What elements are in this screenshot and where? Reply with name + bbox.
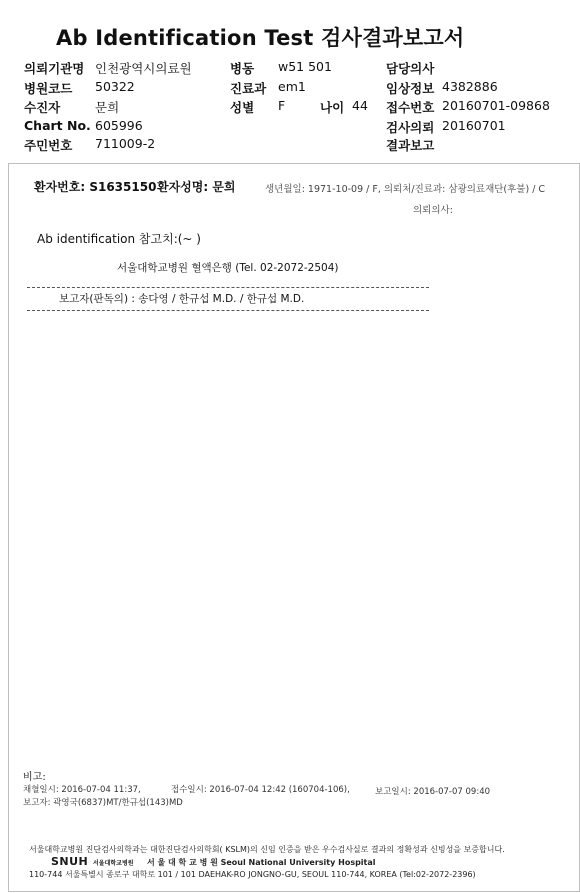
reporter-line: 보고자(판독의) : 송다영 / 한규섭 M.D. / 한규섭 M.D. <box>59 293 305 305</box>
label-test-request: 검사의뢰 <box>386 120 435 135</box>
value-sex: F <box>278 98 286 113</box>
value-institution: 인천광역시의료원 <box>95 61 192 76</box>
value-resident-no: 711009-2 <box>95 136 156 151</box>
received-time: 접수일시: 2016-07-04 12:42 (160704-106), <box>171 785 350 795</box>
hospital-address: 110-744 서울특별시 종로구 대학로 101 / 101 DAEHAK-RO JONGNO-GU, SEOUL 110-744, KOREA (Tel:02-2072-2396) <box>29 870 476 879</box>
divider-top <box>27 287 429 288</box>
value-test-request: 20160701 <box>442 118 506 133</box>
requesting-doctor: 의뢰의사: <box>413 205 453 216</box>
label-receipt-no: 접수번호 <box>386 100 435 115</box>
collected-time: 채혈일시: 2016-07-04 11:37, <box>23 785 141 795</box>
remark-label: 비고: <box>23 772 46 783</box>
label-age: 나이 <box>320 100 345 115</box>
reference-label: Ab identification 참고치:(~ ) <box>37 232 201 246</box>
value-receipt-no: 20160701-09868 <box>442 98 550 113</box>
value-clinical-info: 4382886 <box>442 79 498 94</box>
label-result-report: 결과보고 <box>386 138 435 153</box>
label-chart-no: Chart No. <box>24 118 91 133</box>
value-hospital-code: 50322 <box>95 79 135 94</box>
label-clinical-info: 임상정보 <box>386 81 435 96</box>
hospital-name: 서 울 대 학 교 병 원 Seoul National University Hospital <box>147 858 376 867</box>
label-ward: 병동 <box>230 61 255 76</box>
value-age: 44 <box>352 98 368 113</box>
label-hospital-code: 병원코드 <box>24 81 73 96</box>
value-chart-no: 605996 <box>95 118 143 133</box>
reporter-codes: 보고자: 곽영국(6837)MT/한규섭(143)MD <box>23 798 183 808</box>
label-resident-no: 주민번호 <box>24 138 73 153</box>
value-ward: w51 501 <box>278 59 332 74</box>
label-institution: 의뢰기관명 <box>24 61 85 76</box>
value-department: em1 <box>278 79 306 94</box>
reported-time: 보고일시: 2016-07-07 09:40 <box>375 787 491 797</box>
snuh-logo-small: 서울대학교병원 <box>93 860 134 867</box>
label-sex: 성별 <box>230 100 255 115</box>
patient-number: 환자번호: S1635150 <box>34 180 157 194</box>
bloodbank-line: 서울대학교병원 혈액은행 (Tel. 02-2072-2504) <box>117 262 339 274</box>
report-frame <box>8 163 580 892</box>
label-doctor: 담당의사 <box>386 61 435 76</box>
certification-text: 서울대학교병원 진단검사의학과는 대한진단검사의학회( KSLM)의 신임 인증을 받은 우수검사실로 결과의 정확성과 신빙성을 보증합니다. <box>29 845 505 854</box>
report-title: Ab Identification Test 검사결과보고서 <box>56 26 465 50</box>
value-patient: 문희 <box>95 100 120 115</box>
divider-bottom <box>27 310 429 311</box>
patient-name: 환자성명: 문희 <box>157 180 236 194</box>
snuh-logo: SNUH <box>51 855 89 868</box>
label-patient: 수진자 <box>24 100 61 115</box>
label-department: 진료과 <box>230 81 267 96</box>
patient-detail: 생년월일: 1971-10-09 / F, 의뢰처/진료과: 삼광의료재단(후불) / C <box>265 184 546 195</box>
